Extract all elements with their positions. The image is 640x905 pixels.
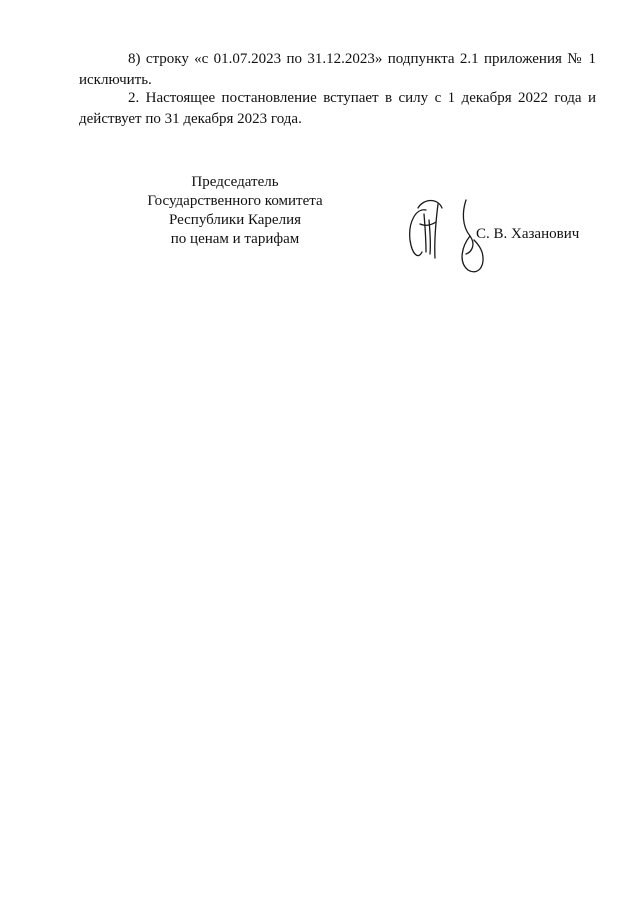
paragraph-item-8: 8) строку «с 01.07.2023 по 31.12.2023» подпункта 2.1 приложения № 1 исключить.	[79, 51, 596, 88]
signer-position-line-2: Государственного комитета	[147, 193, 323, 209]
signer-position-line-4: по ценам и тарифам	[170, 231, 300, 247]
signer-name: С. В. Хазанович	[476, 226, 580, 242]
paragraph-item-2: 2. Настоящее постановление вступает в силу с 1 декабря 2022 года и действует по 31 декабря 2023 года.	[79, 90, 596, 127]
signer-position-line-1: Председатель	[191, 174, 279, 190]
signer-position	[130, 173, 340, 249]
signer-position-line-3: Республики Карелия	[168, 212, 302, 228]
